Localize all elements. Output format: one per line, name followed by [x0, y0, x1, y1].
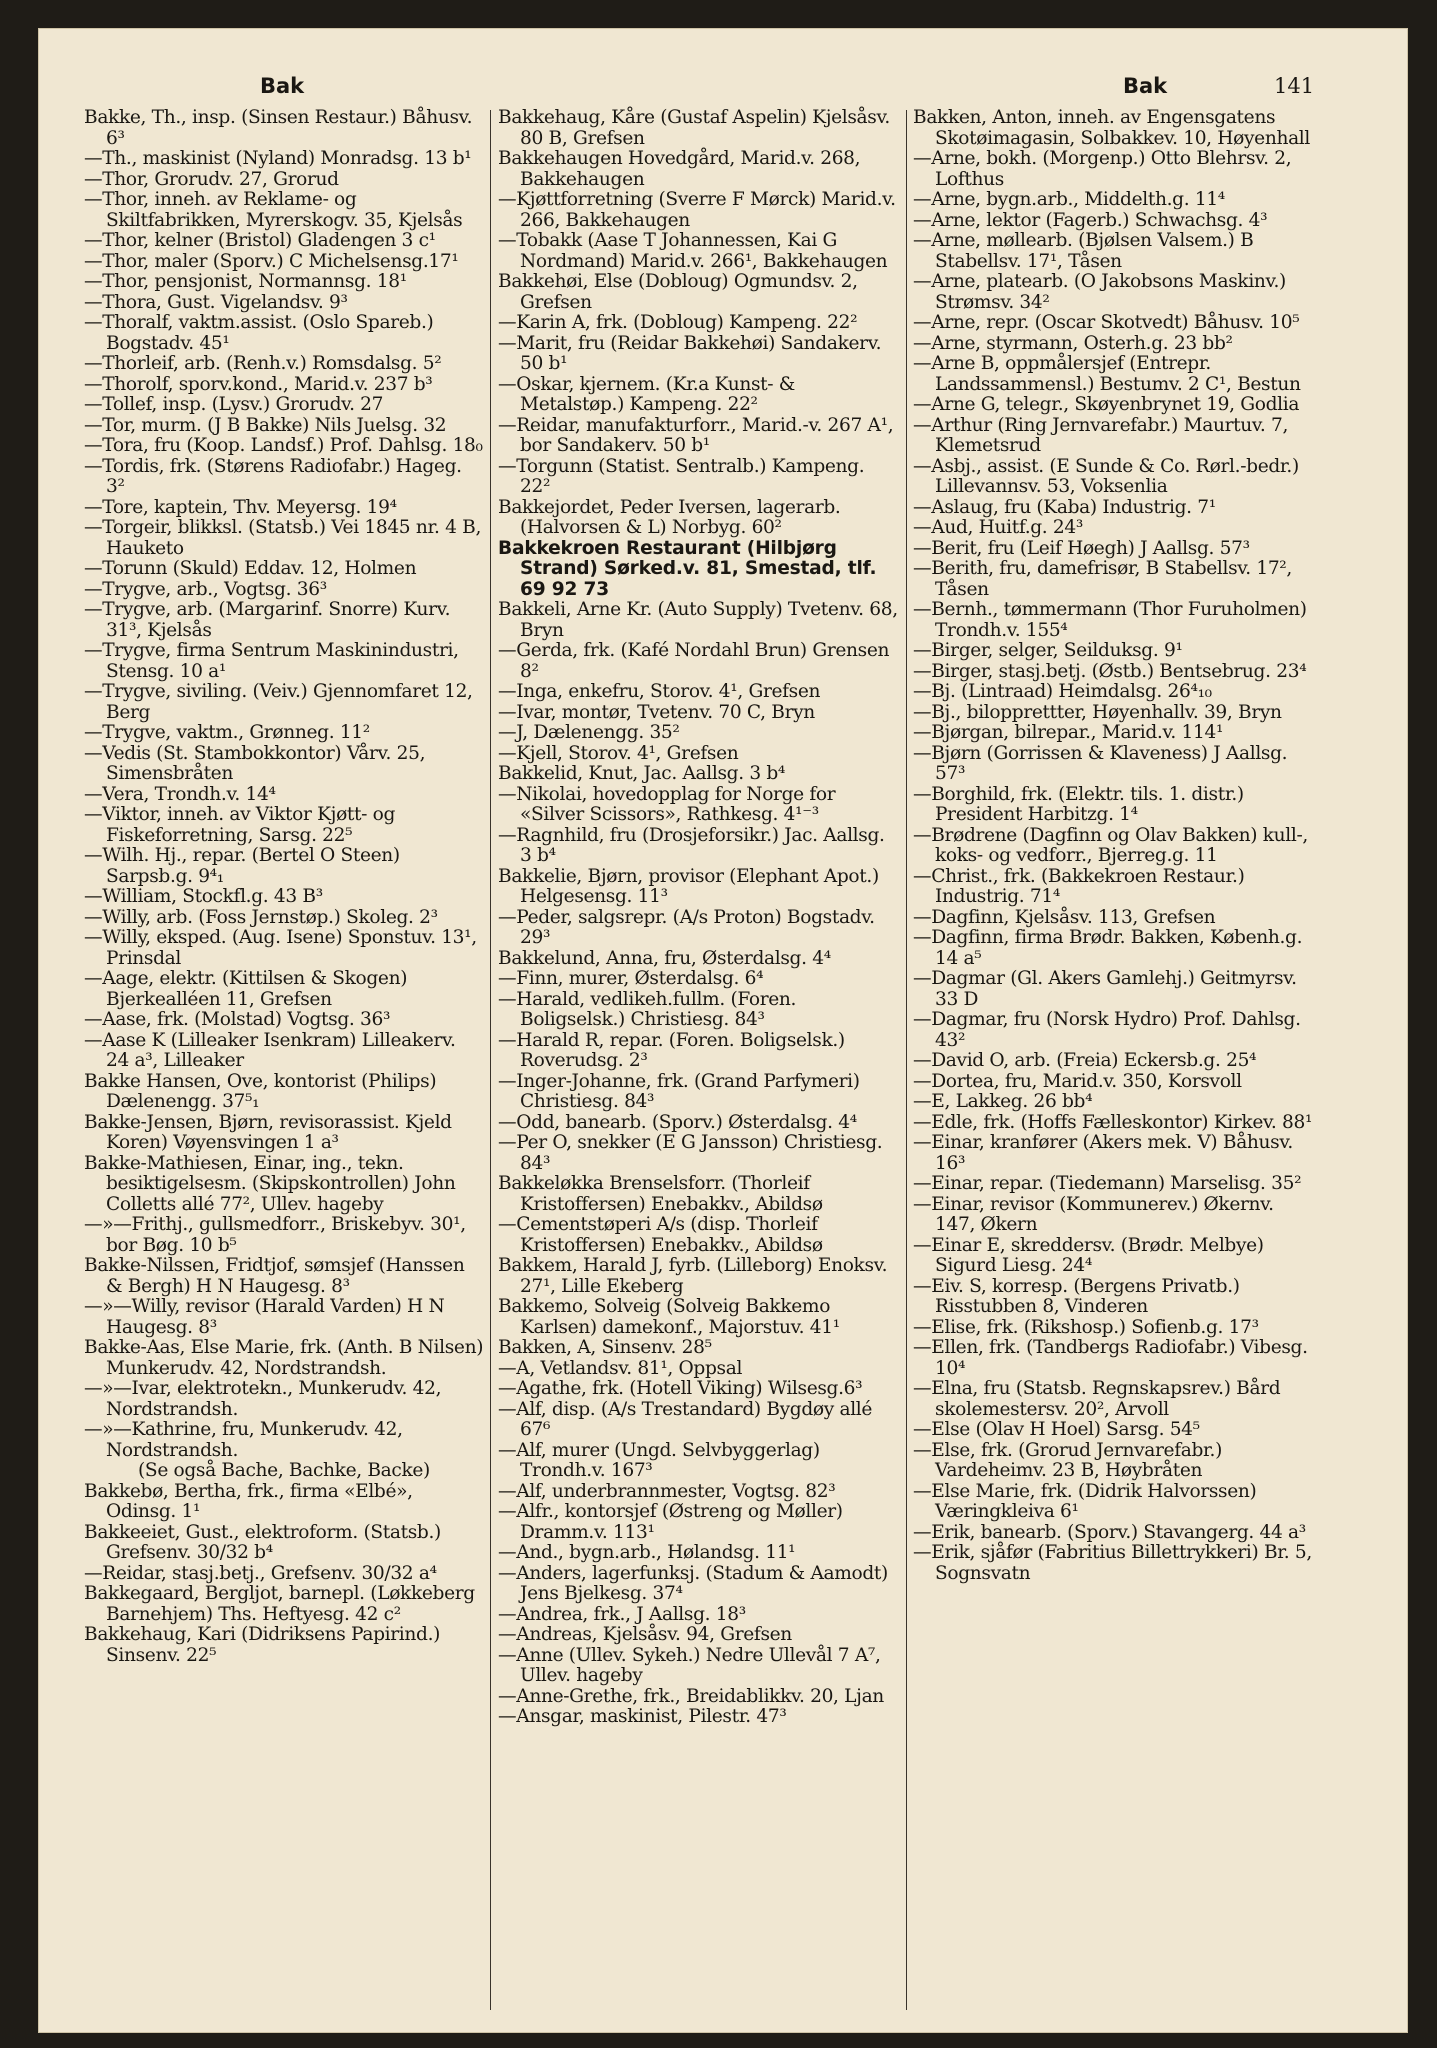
directory-entry: —Arne, repr. (Oscar Skotvedt) Båhusv. 10⁵ — [913, 312, 1300, 333]
directory-entry: —Tore, kaptein, Thv. Meyersg. 19⁴ — [84, 496, 397, 518]
directory-entry: —Vera, Trondh.v. 14⁴ — [84, 783, 276, 805]
directory-entry: —Tora, fru (Koop. Landsf.) Prof. Dahlsg. 18₀ — [84, 435, 483, 456]
directory-entry: —Dagmar (Gl. Akers Gamlehj.) Geitmyrsv. 33 D — [913, 968, 1297, 1010]
directory-entry: —Berith, fru, damefrisør, B Stabellsv. 17², Tåsen — [913, 558, 1292, 600]
directory-entry: —Karin A, frk. (Dobloug) Kampeng. 22² — [498, 312, 858, 333]
directory-entry: —Reidar, stasj.betj., Grefsenv. 30/32 a⁴ — [84, 1562, 437, 1584]
directory-entry: —Nikolai, hovedopplag for Norge for «Silver Scissors», Rathkesg. 4¹⁻³ — [498, 783, 836, 825]
directory-entry: —Trygve, firma Sentrum Maskinindustri, Stensg. 10 a¹ — [84, 640, 459, 682]
directory-entry: —Asbj., assist. (E Sunde & Co. Rørl.-bedr.) Lillevannsv. 53, Voksenlia — [913, 455, 1299, 497]
directory-entry: —Arne B, oppmålersjef (Entrepr. Landssammensl.) Bestumv. 2 C¹, Bestun — [913, 353, 1301, 395]
directory-entry: (Se også Bache, Bachke, Backe) — [138, 1460, 430, 1481]
directory-entry: Bakkeeiet, Gust., elektroform. (Statsb.) Grefsenv. 30/32 b⁴ — [84, 1521, 441, 1563]
directory-entry: —Thor, inneh. av Reklame- og Skiltfabrikken, Myrerskogv. 35, Kjelsås — [84, 189, 463, 231]
directory-entry: Bakke-Jensen, Bjørn, revisorassist. Kjeld Koren) Vøyensvingen 1 a³ — [84, 1111, 452, 1153]
directory-entry: —Thora, Gust. Vigelandsv. 9³ — [84, 291, 348, 313]
directory-entry: Bakkehaugen Hovedgård, Marid.v. 268, Bakkehaugen — [498, 148, 861, 190]
directory-entry: —Reidar, manufakturforr., Marid.-v. 267 A¹, bor Sandakerv. 50 b¹ — [498, 414, 894, 456]
directory-entry: —Ivar, montør, Tvetenv. 70 C, Bryn — [498, 701, 815, 723]
directory-entry: —Willy, arb. (Foss Jernstøp.) Skoleg. 2³ — [84, 906, 438, 928]
directory-entry: —Bernh., tømmermann (Thor Furuholmen) Trondh.v. 155⁴ — [913, 599, 1307, 641]
directory-entry: —Alf, underbrannmester, Vogtsg. 82³ — [498, 1480, 836, 1502]
directory-entry: —Edle, frk. (Hoffs Fælleskontor) Kirkev. 88¹ — [913, 1111, 1313, 1133]
directory-entry: —Bj., bilopprettter, Høyenhallv. 39, Bryn — [913, 701, 1282, 723]
directory-entry: —Alfr., kontorsjef (Østreng og Møller) Dramm.v. 113¹ — [498, 1501, 843, 1543]
directory-entry: Bakke-Nilssen, Fridtjof, sømsjef (Hanssen & Bergh) H N Haugesg. 8³ — [84, 1255, 465, 1297]
directory-entry: —Thoralf, vaktm.assist. (Oslo Spareb.) Bogstadv. 45¹ — [84, 312, 434, 354]
directory-entry: —Dagfinn, Kjelsåsv. 113, Grefsen — [913, 906, 1216, 928]
directory-entry: Bakkemo, Solveig (Solveig Bakkemo Karlsen) damekonf., Majorstuv. 41¹ — [498, 1296, 840, 1338]
directory-entry: —Else, frk. (Grorud Jernvarefabr.) Vardeheimv. 23 B, Høybråten — [913, 1439, 1222, 1481]
directory-entry: Bakken, A, Sinsenv. 28⁵ — [498, 1337, 712, 1358]
directory-entry: —Peder, salgsrepr. (A/s Proton) Bogstadv. 29³ — [498, 906, 875, 948]
directory-entry: —Anne-Grethe, frk., Breidablikkv. 20, Ljan — [498, 1685, 884, 1707]
directory-entry: —Borghild, frk. (Elektr. tils. 1. distr.) President Harbitzg. 1⁴ — [913, 783, 1244, 825]
directory-entry: —Dortea, fru, Marid.v. 350, Korsvoll — [913, 1070, 1242, 1092]
directory-entry: Bakkelid, Knut, Jac. Aallsg. 3 b⁴ — [498, 763, 786, 784]
directory-entry: —Thor, Grorudv. 27, Grorud — [84, 168, 339, 190]
directory-entry: Bakken, Anton, inneh. av Engensgatens Skotøimagasin, Solbakkev. 10, Høyenhall — [913, 107, 1311, 149]
directory-entry: —Arne, bokh. (Morgenp.) Otto Blehrsv. 2, Lofthus — [913, 148, 1292, 190]
directory-entry: —Bjørn (Gorrissen & Klaveness) J Aallsg. 57³ — [913, 742, 1288, 784]
directory-entry: —Arne, lektor (Fagerb.) Schwachsg. 4³ — [913, 209, 1268, 231]
directory-entry: —Bj. (Lintraad) Heimdalsg. 26⁴₁₀ — [913, 681, 1212, 702]
directory-entry: —Harald, vedlikeh.fullm. (Foren. Boligselsk.) Christiesg. 84³ — [498, 988, 797, 1030]
directory-entry: Bakkekroen Restaurant (Hilbjørg Strand) Sørked.v. 81, Smestad, tlf. 69 92 73 — [498, 537, 877, 600]
directory-entry: —Torgeir, blikksl. (Statsb.) Vei 1845 nr. 4 B, Hauketo — [84, 517, 482, 559]
directory-entry: —Wilh. Hj., repar. (Bertel O Steen) Sarpsb.g. 9⁴₁ — [84, 845, 400, 887]
directory-entry: —Dagmar, fru (Norsk Hydro) Prof. Dahlsg. 43² — [913, 1009, 1301, 1051]
directory-entry: Bakkelie, Bjørn, provisor (Elephant Apot.) Helgesensg. 11³ — [498, 865, 879, 907]
directory-entry: —Aud, Huitf.g. 24³ — [913, 517, 1083, 538]
directory-entry: —And., bygn.arb., Hølandsg. 11¹ — [498, 1542, 796, 1563]
directory-entry: —Kjøttforretning (Sverre F Mørck) Marid.v. 266, Bakkehaugen — [498, 189, 896, 231]
header-left-keyword: Bak — [260, 74, 305, 98]
directory-entry: Bakkehøi, Else (Dobloug) Ogmundsv. 2, Grefsen — [498, 271, 858, 313]
directory-entry: —Ragnhild, fru (Drosjeforsikr.) Jac. Aallsg. 3 b⁴ — [498, 824, 885, 866]
directory-entry: —Arne, bygn.arb., Middelth.g. 11⁴ — [913, 189, 1225, 210]
directory-entry: —William, Stockfl.g. 43 B³ — [84, 886, 323, 907]
directory-entry: —Eiv. S, korresp. (Bergens Privatb.) Risstubben 8, Vinderen — [913, 1275, 1240, 1317]
directory-entry: —Berit, fru (Leif Høegh) J Aallsg. 57³ — [913, 537, 1250, 559]
directory-entry: —Erik, banearb. (Sporv.) Stavangerg. 44 a³ — [913, 1521, 1306, 1543]
directory-column-1 — [84, 108, 484, 1666]
directory-entry: —»—Willy, revisor (Harald Varden) H N Haugesg. 8³ — [84, 1296, 445, 1338]
directory-entry: —»—Ivar, elektrotekn., Munkerudv. 42, Nordstrandsh. — [84, 1378, 442, 1420]
directory-entry: —Thor, maler (Sporv.) C Michelsensg.17¹ — [84, 250, 459, 272]
directory-entry: —Inger-Johanne, frk. (Grand Parfymeri) Christiesg. 84³ — [498, 1070, 860, 1112]
directory-entry: —Aage, elektr. (Kittilsen & Skogen) Bjerkealléen 11, Grefsen — [84, 968, 408, 1010]
directory-entry: —Per O, snekker (E G Jansson) Christiesg. 84³ — [498, 1132, 883, 1174]
directory-entry: —Bjørgan, bilrepar., Marid.v. 114¹ — [913, 722, 1224, 743]
directory-entry: —Trygve, arb. (Margarinf. Snorre) Kurv. 31³, Kjelsås — [84, 599, 451, 641]
directory-entry: —Odd, banearb. (Sporv.) Østerdalsg. 4⁴ — [498, 1111, 857, 1133]
directory-entry: —Gerda, frk. (Kafé Nordahl Brun) Grensen 8² — [498, 640, 890, 682]
directory-entry: —Trygve, vaktm., Grønneg. 11² — [84, 722, 370, 743]
directory-entry: —Einar, revisor (Kommunerev.) Økernv. 147, Økern — [913, 1193, 1274, 1235]
directory-entry: —J, Dælenengg. 35² — [498, 722, 680, 743]
directory-entry: —Thor, kelner (Bristol) Gladengen 3 c¹ — [84, 230, 436, 251]
directory-entry: —Else (Olav H Hoel) Sarsg. 54⁵ — [913, 1419, 1200, 1440]
directory-entry: Bakkejordet, Peder Iversen, lagerarb. (Halvorsen & L) Norbyg. 60² — [498, 496, 841, 538]
directory-column-3 — [913, 108, 1313, 1584]
directory-entry: Bakkeløkka Brenselsforr. (Thorleif Kristoffersen) Enebakkv., Abildsø — [498, 1173, 823, 1215]
page-header — [38, 66, 1408, 106]
directory-entry: —Dagfinn, firma Brødr. Bakken, Københ.g. 14 a⁵ — [913, 927, 1303, 969]
directory-entry: —Else Marie, frk. (Didrik Halvorssen) Væringkleiva 6¹ — [913, 1480, 1257, 1522]
directory-entry: —Inga, enkefru, Storov. 4¹, Grefsen — [498, 681, 821, 702]
directory-entry: —Finn, murer, Østerdalsg. 6⁴ — [498, 968, 764, 989]
directory-entry: —Aase K (Lilleaker Isenkram) Lilleakerv. 24 a³, Lilleaker — [84, 1029, 456, 1071]
directory-entry: —Harald R, repar. (Foren. Boligselsk.) Roverudsg. 2³ — [498, 1029, 845, 1071]
directory-entry: —Arne, møllearb. (Bjølsen Valsem.) B Stabellsv. 17¹, Tåsen — [913, 230, 1254, 272]
header-right-keyword: Bak — [1123, 74, 1168, 98]
directory-entry: —Elise, frk. (Rikshosp.) Sofienb.g. 17³ — [913, 1316, 1259, 1338]
directory-entry: —Arne G, telegr., Skøyenbrynet 19, Godlia — [913, 394, 1300, 415]
directory-entry: —Andreas, Kjelsåsv. 94, Grefsen — [498, 1624, 792, 1645]
directory-entry: —Einar, kranfører (Akers mek. V) Båhusv. 16³ — [913, 1132, 1293, 1174]
directory-entry: —Brødrene (Dagfinn og Olav Bakken) kull-, koks- og vedforr., Bjerreg.g. 11 — [913, 824, 1308, 866]
directory-entry: Bakke-Aas, Else Marie, frk. (Anth. B Nilsen) Munkerudv. 42, Nordstrandsh. — [84, 1337, 484, 1379]
directory-entry: —Andrea, frk., J Aallsg. 18³ — [498, 1603, 746, 1625]
directory-entry: —Birger, stasj.betj. (Østb.) Bentsebrug. 23⁴ — [913, 660, 1307, 682]
directory-entry: —Torgunn (Statist. Sentralb.) Kampeng. 22² — [498, 455, 865, 497]
directory-column-2 — [498, 108, 898, 1728]
directory-entry: Bakkeli, Arne Kr. (Auto Supply) Tvetenv. 68, Bryn — [498, 599, 898, 641]
directory-entry: Bakke Hansen, Ove, kontorist (Philips) Dælenengg. 37⁵₁ — [84, 1070, 437, 1112]
directory-entry: —Alf, disp. (A/s Trestandard) Bygdøy allé 67⁶ — [498, 1398, 873, 1440]
directory-entry: —Thorleif, arb. (Renh.v.) Romsdalsg. 5² — [84, 353, 442, 374]
directory-entry: —Christ., frk. (Bakkekroen Restaur.) Industrig. 71⁴ — [913, 865, 1245, 907]
directory-entry: —E, Lakkeg. 26 bb⁴ — [913, 1091, 1093, 1112]
directory-entry: —Marit, fru (Reidar Bakkehøi) Sandakerv. 50 b¹ — [498, 332, 882, 374]
directory-entry: —Tollef, insp. (Lysv.) Grorudv. 27 — [84, 394, 384, 415]
directory-entry: —Willy, eksped. (Aug. Isene) Sponstuv. 13¹, Prinsdal — [84, 927, 477, 969]
directory-entry: —Alf, murer (Ungd. Selvbyggerlag) Trondh.v. 167³ — [498, 1439, 820, 1481]
directory-entry: —Tor, murm. (J B Bakke) Nils Juelsg. 32 — [84, 414, 447, 436]
directory-entry: —Einar E, skreddersv. (Brødr. Melbye) Sigurd Liesg. 24⁴ — [913, 1234, 1264, 1276]
directory-entry: —Trygve, siviling. (Veiv.) Gjennomfaret 12, Berg — [84, 681, 473, 723]
directory-entry: —Thorolf, sporv.kond., Marid.v. 237 b³ — [84, 373, 433, 395]
directory-page — [38, 28, 1408, 2033]
directory-entry: Bakkelund, Anna, fru, Østerdalsg. 4⁴ — [498, 947, 831, 969]
directory-entry: —Elna, fru (Statsb. Regnskapsrev.) Bård skolemestersv. 20², Arvoll — [913, 1378, 1281, 1420]
directory-entry: —Kjell, Storov. 4¹, Grefsen — [498, 742, 739, 764]
directory-entry: —Einar, repar. (Tiedemann) Marselisg. 35² — [913, 1173, 1302, 1194]
directory-entry: —Thor, pensjonist, Normannsg. 18¹ — [84, 271, 407, 292]
directory-entry: —Erik, sjåfør (Fabritius Billettrykkeri) Br. 5, Sognsvatn — [913, 1542, 1312, 1584]
directory-entry: —Torunn (Skuld) Eddav. 12, Holmen — [84, 558, 417, 579]
directory-entry: —David O, arb. (Freia) Eckersb.g. 25⁴ — [913, 1050, 1257, 1071]
directory-entry: —Birger, selger, Seilduksg. 9¹ — [913, 640, 1183, 661]
directory-entry: —A, Vetlandsv. 81¹, Oppsal — [498, 1357, 743, 1379]
directory-entry: Bakke, Th., insp. (Sinsen Restaur.) Båhusv. 6³ — [84, 107, 473, 149]
directory-entry: —Tobakk (Aase T Johannessen, Kai G Nordmand) Marid.v. 266¹, Bakkehaugen — [498, 230, 888, 272]
directory-entry: —Viktor, inneh. av Viktor Kjøtt- og Fiskeforretning, Sarsg. 22⁵ — [84, 804, 396, 846]
directory-entry: —Arne, platearb. (O Jakobsons Maskinv.) Strømsv. 34² — [913, 271, 1286, 313]
directory-entry: —Th., maskinist (Nyland) Monradsg. 13 b¹ — [84, 148, 472, 169]
directory-entry: —Aase, frk. (Molstad) Vogtsg. 36³ — [84, 1009, 391, 1030]
directory-entry: —Tordis, frk. (Størens Radiofabr.) Hageg. 3² — [84, 455, 462, 497]
directory-entry: —Oskar, kjernem. (Kr.a Kunst- & Metalstøp.) Kampeng. 22² — [498, 373, 795, 415]
directory-entry: Bakkehaug, Kari (Didriksens Papirind.) Sinsenv. 22⁵ — [84, 1624, 441, 1666]
directory-entry: —Ansgar, maskinist, Pilestr. 47³ — [498, 1706, 787, 1727]
directory-entry: —Ellen, frk. (Tandbergs Radiofabr.) Vibesg. 10⁴ — [913, 1337, 1308, 1379]
directory-entry: Bakkegaard, Bergljot, barnepl. (Løkkeberg Barnehjem) Ths. Heftyesg. 42 c² — [84, 1583, 475, 1625]
directory-entry: —»—Frithj., gullsmedforr., Briskebyv. 30¹, bor Bøg. 10 b⁵ — [84, 1214, 466, 1256]
directory-entry: —Vedis (St. Stambokkontor) Vårv. 25, Simensbråten — [84, 742, 426, 784]
directory-entry: —Anders, lagerfunksj. (Stadum & Aamodt) Jens Bjelkesg. 37⁴ — [498, 1562, 888, 1604]
directory-entry: —Arthur (Ring Jernvarefabr.) Maurtuv. 7, Klemetsrud — [913, 414, 1289, 456]
page-number: 141 — [1274, 74, 1315, 98]
directory-entry: —Agathe, frk. (Hotell Viking) Wilsesg.6³ — [498, 1378, 863, 1399]
column-divider — [906, 110, 907, 2010]
directory-entry: —Anne (Ullev. Sykeh.) Nedre Ullevål 7 A⁷, Ullev. hageby — [498, 1644, 881, 1686]
directory-entry: —Aslaug, fru (Kaba) Industrig. 7¹ — [913, 496, 1216, 518]
directory-entry: —»—Kathrine, fru, Munkerudv. 42, Nordstrandsh. — [84, 1419, 403, 1461]
column-divider — [490, 110, 491, 2010]
directory-entry: Bakkehaug, Kåre (Gustaf Aspelin) Kjelsåsv. 80 B, Grefsen — [498, 107, 890, 149]
directory-entry: Bakke-Mathiesen, Einar, ing., tekn. besiktigelsesm. (Skipskontrollen) John Colletts allé 77², Ullev. hageby — [84, 1152, 456, 1215]
directory-entry: Bakkem, Harald J, fyrb. (Lilleborg) Enoksv. 27¹, Lille Ekeberg — [498, 1255, 888, 1297]
directory-entry: —Trygve, arb., Vogtsg. 36³ — [84, 578, 327, 600]
directory-entry: Bakkebø, Bertha, frk., firma «Elbé», Odinsg. 1¹ — [84, 1480, 413, 1522]
directory-entry: —Arne, styrmann, Osterh.g. 23 bb² — [913, 332, 1233, 354]
directory-entry: —Cementstøperi A/s (disp. Thorleif Kristoffersen) Enebakkv., Abildsø — [498, 1214, 823, 1256]
